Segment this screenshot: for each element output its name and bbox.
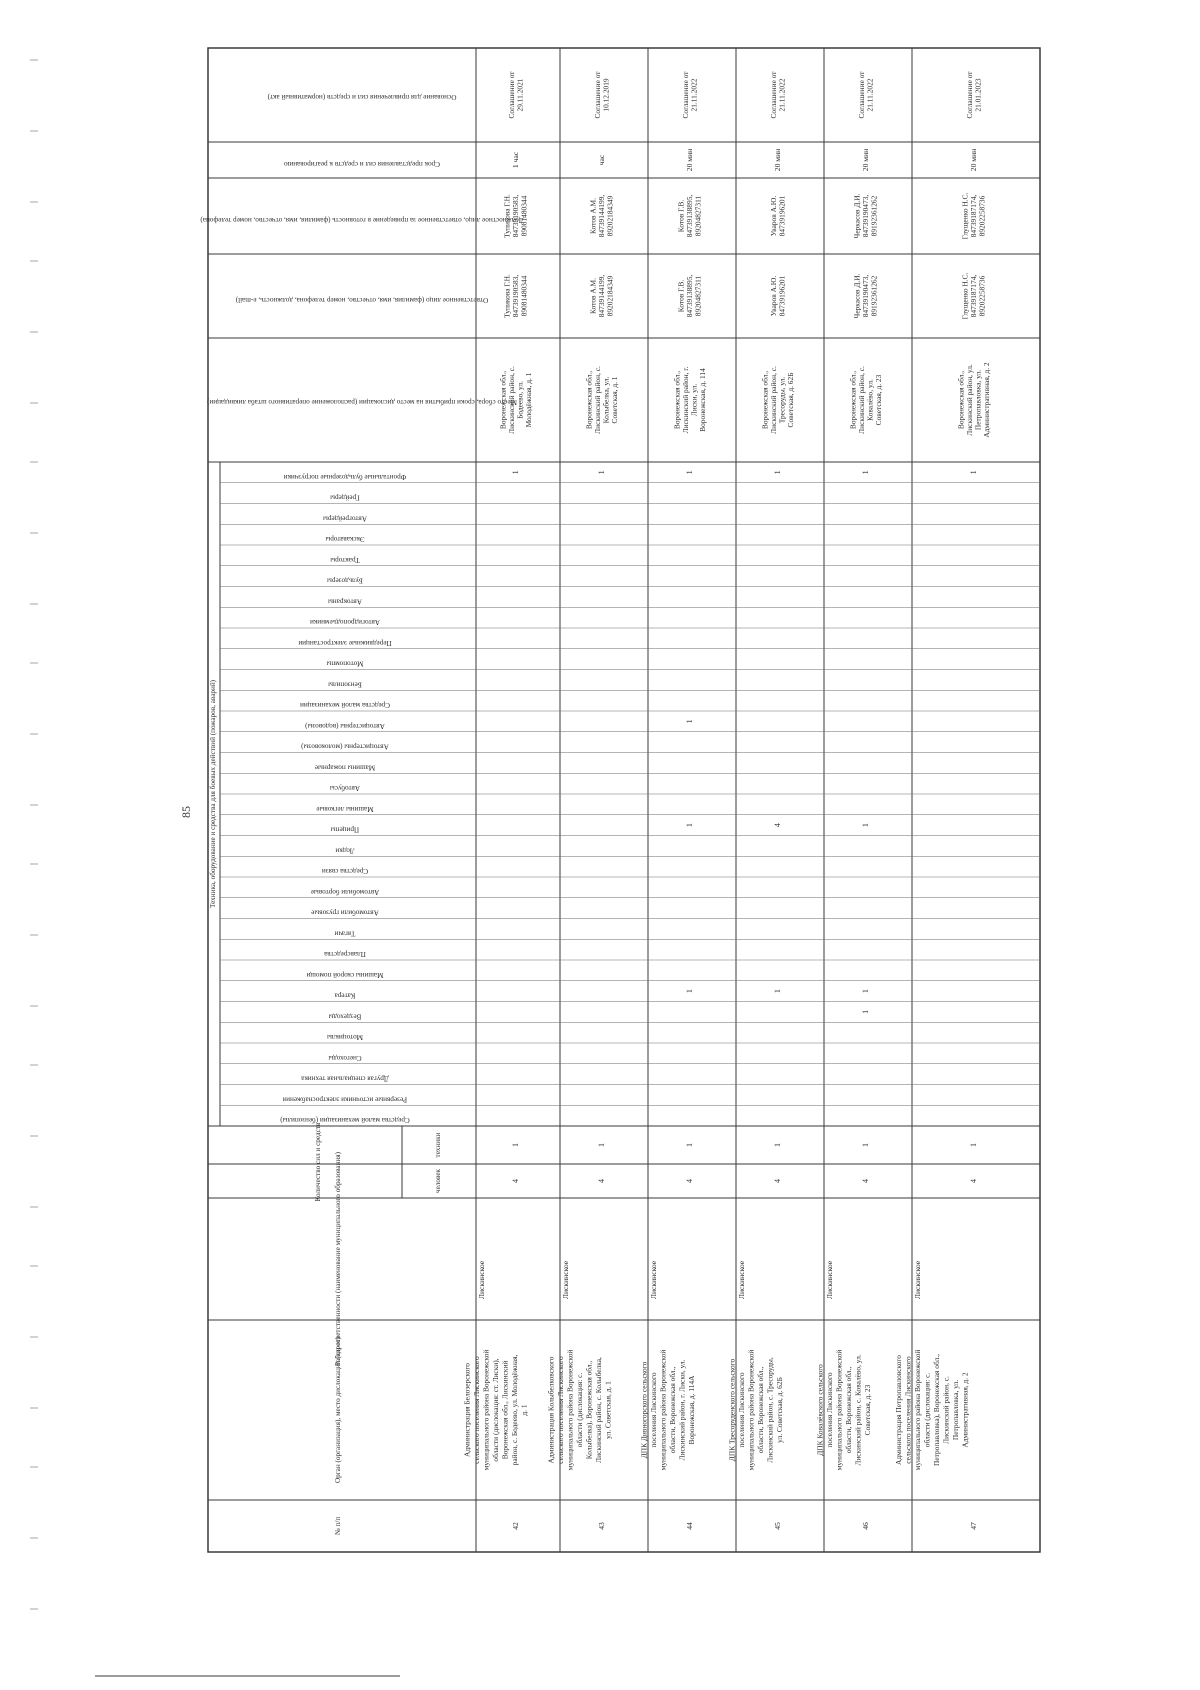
row-contact-line: 89204827311: [693, 275, 703, 317]
header-texts: [200, 93, 524, 1535]
table-frame: [208, 48, 1040, 1552]
row-org-line: д. 1: [519, 1404, 529, 1416]
row-place-line: Воронежская обл.,: [584, 370, 594, 430]
equipment-label: Автокраны: [328, 597, 362, 606]
row-org-line: области, Воронежская обл.,: [843, 1366, 853, 1454]
header-term: Срок представления сил и средств к реагированию: [284, 160, 440, 168]
row-responsible-line: Котов А.М.: [588, 198, 598, 234]
equipment-label: Мотопомпы: [326, 659, 364, 668]
row-equipment-value: 1: [685, 823, 694, 828]
row-basis-line: 21.01.2023: [973, 78, 983, 112]
row-place-line: Лискинский район, с.: [592, 366, 602, 434]
row-org-line: муниципального района Воронежской: [746, 1349, 756, 1471]
row-term: час: [597, 154, 606, 166]
row-basis: [681, 71, 699, 119]
row-place-line: Лискинский район, ул.: [964, 364, 974, 436]
row-org-line: ул. Советская, д. 1: [603, 1381, 613, 1439]
row-district: Лискинское: [649, 1260, 658, 1300]
row-org-line: Администрация Колыбелковского: [546, 1356, 556, 1464]
row-org-line: Администрация Петропавловского: [893, 1355, 903, 1465]
equipment-label: Прицепы: [330, 825, 360, 834]
row-place-line: Советская, д. 62Б: [785, 372, 795, 428]
row-basis: [857, 71, 875, 119]
row-org-line: области (дислокация: с.: [922, 1372, 932, 1448]
row-district: Лискинское: [825, 1260, 834, 1300]
row-basis: [965, 71, 983, 119]
equipment-label: Автоцистерны (водовозы): [305, 721, 385, 730]
row-tech: 1: [511, 1143, 520, 1147]
row-tech: 1: [685, 1143, 694, 1147]
row-org-line: области (дислокация: ст. Лиски),: [491, 1358, 500, 1462]
group-title: Техника, оборудование и средства для боевых действий (пожаров, аварий): [209, 679, 217, 909]
row-contact-line: 89192361262: [869, 275, 879, 317]
row-org-line: Петропавловка, ул.: [950, 1379, 960, 1441]
row-equipment-value: 1: [511, 470, 520, 475]
row-number: 45: [773, 1522, 782, 1530]
row-org-line: Петропавловка), Воронежская обл.,: [931, 1354, 941, 1466]
row-place-line: Советская, д. 23: [873, 374, 883, 426]
row-district: Лискинское: [561, 1260, 570, 1300]
row-responsible-line: 89202184349: [605, 195, 615, 237]
row-equipment-value: 1: [861, 989, 870, 994]
row-equipment-value: 1: [861, 1009, 870, 1014]
row-place-line: Воронежская, д. 114: [697, 368, 707, 432]
row-responsible: [961, 192, 987, 239]
row-people: 4: [861, 1179, 870, 1183]
row-org-line: Воронежская обл., Лискинский: [500, 1360, 510, 1460]
row-place-line: Советская, д. 1: [609, 376, 619, 424]
row-contact-line: 84739144199,: [597, 274, 606, 318]
equipment-label: Автогидроподъемники: [309, 618, 381, 627]
row-basis-line: 21.11.2022: [865, 78, 875, 112]
equipment-label: Лодки: [335, 846, 355, 855]
row-number: 42: [511, 1522, 520, 1530]
equipment-label: Средства связи: [321, 867, 369, 876]
row-place: [848, 366, 883, 434]
row-org-line: Лискинский район, с. Колыбелка,: [594, 1357, 603, 1463]
row-contact: [589, 275, 615, 318]
row-org-line: сельского поселения Лискинского: [472, 1356, 481, 1464]
row-place-line: Воронежская обл.,: [760, 370, 770, 430]
row-basis-line: Соглашение от: [506, 71, 516, 119]
table-grid: [208, 48, 1040, 1552]
header-responsible: Должностное лицо, ответственное за приведение в готовность (фамилия, имя, отчество, номер телефона): [200, 216, 524, 224]
equipment-label: Автогрейдеры: [323, 514, 367, 523]
equipment-label: Передвижные электростанции: [298, 638, 392, 647]
equipment-label: Снегоходы: [328, 1053, 362, 1062]
row-equipment-value: 1: [685, 719, 694, 724]
row-responsible: [503, 194, 529, 238]
quantity-tech-header: техники: [434, 1132, 442, 1158]
row-equipment-value: 1: [597, 470, 606, 475]
row-equipment-value: 1: [861, 823, 870, 828]
row-org-line: муниципального района Воронежской: [565, 1349, 575, 1471]
row-place-line: Колыбелка, ул.: [601, 376, 611, 424]
row-contact-line: 84739196201: [777, 275, 787, 317]
row-equipment-value: 1: [773, 470, 782, 475]
header-contact: Ответственное лицо (фамилия, имя, отчество, номер телефона, должность, e-mail): [235, 296, 489, 304]
row-responsible-line: 84739187174,: [969, 194, 978, 238]
equipment-label: Тракторы: [330, 555, 360, 564]
equipment-label: Катера: [334, 991, 356, 1000]
row-basis-line: Соглашение от: [680, 71, 690, 119]
row-people: 4: [969, 1179, 978, 1183]
row-equipment-value: 4: [773, 823, 782, 828]
row-responsible-line: 84739196201: [777, 195, 787, 237]
equipment-label: Машины легковые: [316, 804, 374, 813]
row-basis: [593, 71, 611, 119]
row-org-line: Лискинский район, с. Ковалёво, ул.: [853, 1354, 863, 1466]
row-org-line: Администрация Белозерского: [462, 1363, 472, 1457]
row-org-line: ул. Советская, д. 62Б: [774, 1377, 784, 1443]
row-responsible-line: 89192361262: [869, 195, 879, 237]
row-tech: 1: [861, 1143, 870, 1147]
row-place-line: Лискинский район, с.: [768, 366, 778, 434]
row-org-line: области, Воронежская обл.,: [667, 1366, 677, 1454]
equipment-label: Экскаваторы: [325, 535, 365, 544]
row-responsible-line: Котов Г.В.: [676, 199, 686, 233]
row-org-line: Советская, д. 23: [862, 1384, 872, 1436]
row-org: [463, 1350, 529, 1471]
equipment-label: Автоцистерны (молоковозы): [301, 742, 389, 751]
row-org: [639, 1350, 696, 1471]
row-equipment-value: 1: [685, 470, 694, 475]
row-place: [760, 366, 795, 434]
row-org-line: ДПК Тресоруденского сельского: [727, 1358, 737, 1462]
row-org-line: район, с. Бодеево, ул. Молодёжная,: [510, 1354, 519, 1466]
row-place-line: Бодеево, ул.: [515, 381, 525, 419]
equipment-label: Вездеходы: [328, 1012, 362, 1021]
row-basis: [769, 71, 787, 119]
row-place-line: Лискинский район, с.: [856, 366, 866, 434]
row-org-line: области, Воронежская обл.,: [755, 1366, 765, 1454]
row-place-line: Молодёжная, д. 1: [523, 372, 533, 428]
row-place-line: Петропавловка, ул.: [973, 369, 983, 431]
row-contact-line: Тупикова Г.Н.: [502, 274, 512, 318]
row-responsible-line: Глущенко Н.С.: [960, 192, 970, 240]
row-place-line: Ковалёво, ул.: [865, 379, 875, 421]
row-responsible-line: 84739190583,: [511, 194, 520, 238]
row-place: [956, 362, 991, 437]
row-responsible: [853, 193, 879, 238]
header-num: № п/п: [334, 1516, 342, 1536]
row-contact: [677, 275, 703, 318]
row-district: Лискинское: [913, 1260, 922, 1300]
row-term: 20 мин: [773, 148, 782, 172]
equipment-label: Грейдеры: [330, 493, 360, 502]
row-place-line: Воронежская обл.,: [672, 370, 682, 430]
row-responsible: [769, 195, 787, 236]
row-contact-line: Котов А.М.: [588, 278, 598, 314]
row-term: 20 мин: [969, 148, 978, 172]
row-contact-line: 84739187174,: [969, 274, 978, 318]
row-contact-line: 89202258736: [977, 275, 987, 317]
row-place-line: Воронежская обл.,: [956, 370, 966, 430]
header-basis: Основание для привлечения сил и средств (нормативный акт): [267, 93, 457, 101]
row-org-line: муниципального района Воронежской: [481, 1349, 491, 1471]
row-org-line: Лискинский район, г. Лиски, ул.: [677, 1359, 687, 1461]
row-district: Лискинское: [737, 1260, 746, 1300]
row-basis-line: Соглашение от: [592, 71, 602, 119]
row-contact-line: 84739190583,: [511, 274, 520, 318]
equipment-label: Тягачи: [334, 929, 356, 938]
row-tech: 1: [969, 1143, 978, 1147]
row-term: 20 мин: [685, 148, 694, 172]
row-place-line: Лискинский район, с.: [506, 366, 516, 434]
equipment-label: Средства малой механизации: [300, 701, 390, 710]
row-tech: 1: [773, 1143, 782, 1147]
row-org-line: муниципального района Воронежской: [912, 1349, 922, 1471]
row-basis: [507, 71, 525, 119]
row-contact-line: Котов Г.В.: [676, 279, 686, 313]
quantity-header: Количество сил и средств: [314, 1122, 322, 1202]
row-org-line: Лискинский район, с.: [941, 1376, 951, 1444]
page-number: 85: [179, 806, 193, 818]
row-district: Лискинское: [477, 1260, 486, 1300]
row-number: 47: [969, 1522, 978, 1530]
quantity-people-header: человек: [434, 1168, 442, 1194]
row-org-line: Лискинский район, с. Тресоруды,: [765, 1357, 775, 1463]
row-term: 20 мин: [861, 148, 870, 172]
row-org: [547, 1350, 613, 1471]
equipment-label: Бульдозеры: [327, 576, 363, 585]
row-contact-line: Черкасов Д.И.: [852, 273, 862, 319]
row-org-line: поселения Лискинского: [824, 1372, 834, 1448]
equipment-label: Автомобили грузовые: [311, 908, 379, 917]
row-equipment-value: 1: [861, 470, 870, 475]
row-tech: 1: [597, 1143, 606, 1147]
row-place-line: Лискинский район, г.: [680, 366, 690, 434]
equipment-label: Плавсредства: [324, 950, 366, 959]
margin-ticks: [30, 60, 38, 1609]
row-people: 4: [597, 1179, 606, 1183]
row-org-line: Колыбелка), Воронежская обл.,: [584, 1360, 594, 1460]
row-people: 4: [773, 1179, 782, 1183]
row-contact-line: 84739138895,: [685, 274, 694, 318]
equipment-label: Другая специальная техника: [301, 1074, 389, 1083]
row-basis-line: Соглашение от: [856, 71, 866, 119]
header-place: Место сбора, сроки прибытия на место дислокации (расположение оперативного штаба ликвидации): [207, 398, 517, 406]
row-org-line: сельского поселения Лискинского: [903, 1356, 913, 1464]
row-responsible-line: 89202258736: [977, 195, 987, 237]
row-contact: [769, 275, 787, 316]
row-place-line: Воронежская обл.,: [498, 370, 508, 430]
row-basis-line: Соглашение от: [768, 71, 778, 119]
equipment-label: Мотоциклы: [327, 1033, 363, 1042]
row-contact: [853, 273, 879, 318]
equipment-label: Машины скорой помощи: [306, 970, 384, 979]
equipment-label: Средства малой механизации (бензопилы): [280, 1116, 410, 1125]
row-contact-line: Глущенко Н.С.: [960, 272, 970, 320]
row-responsible: [589, 195, 615, 238]
row-contact: [503, 274, 529, 318]
row-place: [584, 366, 619, 434]
equipment-label: Машины пожарные: [314, 763, 376, 772]
row-org-line: Административная, д. 2: [960, 1372, 970, 1448]
row-basis-line: 10.12.2019: [601, 78, 611, 112]
row-place-line: Административная, д. 2: [981, 362, 991, 438]
row-org: [727, 1350, 784, 1471]
row-responsible-line: 84739138895,: [685, 194, 694, 238]
row-responsible-line: Уваров А.Ю.: [768, 195, 778, 237]
row-responsible-line: 89204827311: [693, 195, 703, 237]
row-people: 4: [511, 1179, 520, 1183]
row-org-line: муниципального района Воронежской: [834, 1349, 844, 1471]
row-basis-line: 21.11.2022: [777, 78, 787, 112]
row-responsible-line: Тупикова Г.Н.: [502, 194, 512, 238]
row-place-line: Тресоруды, ул.: [777, 376, 787, 424]
row-basis-line: Соглашение от: [964, 71, 974, 119]
row-org-line: муниципального района Воронежской: [658, 1349, 668, 1471]
row-contact-line: 89081480344: [519, 275, 529, 317]
row-place-line: Лиски, ул.: [689, 383, 699, 417]
row-org: [894, 1350, 970, 1471]
row-contact: [961, 272, 987, 319]
row-number: 44: [685, 1522, 694, 1530]
row-people: 4: [685, 1179, 694, 1183]
row-org-line: поселения Лискинского: [736, 1372, 746, 1448]
row-contact-line: 89202184349: [605, 275, 615, 317]
row-responsible: [677, 195, 703, 238]
row-contact-line: Уваров А.Ю.: [768, 275, 778, 317]
row-number: 43: [597, 1522, 606, 1530]
row-number: 46: [861, 1522, 870, 1530]
row-equipment-value: 1: [969, 470, 978, 475]
row-basis-line: 21.11.2022: [689, 78, 699, 112]
equipment-label: Автомобили бортовые: [310, 887, 380, 896]
row-org-line: ДПК Ковалёвского сельского: [815, 1364, 825, 1456]
row-equipment-value: 1: [773, 989, 782, 994]
equipment-label: Фронтальные бульдозерные погрузчики: [283, 472, 407, 481]
row-responsible-line: 84739144199,: [597, 194, 606, 238]
equipment-label: Бензопилы: [328, 680, 362, 689]
equipment-label: Резервные источники электроснабжения: [282, 1095, 408, 1104]
row-responsible-line: 84739190473,: [861, 194, 870, 238]
header-district: Район ответственности (наименование муниципального образования): [334, 1151, 342, 1367]
row-org-line: Воронежская, д. 114А: [686, 1375, 696, 1445]
row-place: [672, 367, 707, 434]
row-place-line: Воронежская обл.,: [848, 370, 858, 430]
row-place: [498, 366, 533, 434]
row-org: [815, 1350, 872, 1471]
row-equipment-value: 1: [685, 989, 694, 994]
row-basis-line: 29.11.2021: [515, 78, 525, 112]
row-org-line: области (дислокация: с.: [575, 1372, 584, 1448]
row-org-line: поселения Лискинского: [648, 1372, 658, 1448]
row-org-line: сельского поселения Лискинского: [556, 1356, 565, 1464]
equipment-label: Автобусы: [329, 784, 361, 793]
row-responsible-line: Черкасов Д.И.: [852, 193, 862, 239]
row-contact-line: 84739190473,: [861, 274, 870, 318]
row-org-line: ДПК Дивногорского сельского: [639, 1361, 649, 1459]
row-term: 1 час: [511, 151, 520, 169]
row-responsible-line: 89081480344: [519, 195, 529, 237]
header-org: Орган (организация), место дислокации (адрес): [334, 1336, 342, 1484]
